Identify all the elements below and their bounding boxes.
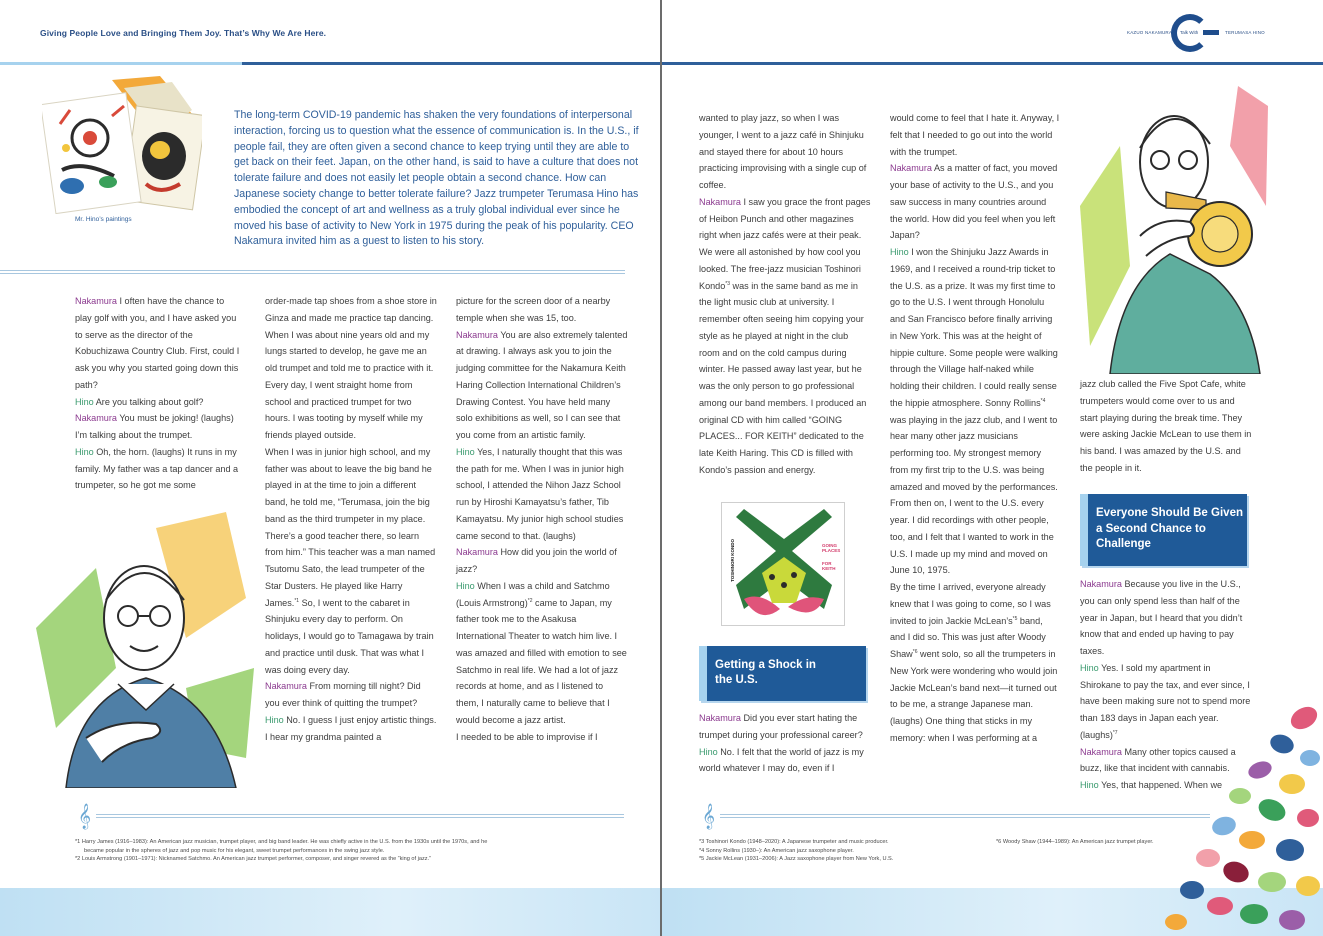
paragraph: jazz club called the Five Spot Cafe, white trumpeters would come over to us and start playing during the break time. They were asking Jackie McLean to use them in his band. I was amazed by the U.S. and the people in it. [1080,379,1252,473]
paragraph: Hino Yes, I naturally thought that this was the path for me. When I was in junior high school, I attended the Nihon Jazz School run by Hiroshi Kamayatsu’s father, Tib Kamayatsu. My junior high school studies came second to that. (laughs) [456,446,624,541]
paragraph: When I was in junior high school, and my father was about to leave the big band he played in at the time to join a different band, he told me, “Terumasa, join the big band as the third trumpeter in my place. There’s a good teacher there, so learn from him.” This teacher was a man named Tsutomu Sato, the lead trumpeter of the Star Dusters. He played like Harry James.$^{*1}$ So, I went to the cabaret in Shinjuku every day to perform. On holidays, I would go to Tamagawa by train and practice until dusk. That was what I was doing every day. [265,446,436,675]
article-column-1 [75,293,241,494]
section-divider-wave [0,270,625,274]
paragraph: From then on, I went to the U.S. every year. I did recordings with other people, too, and I felt that I wanted to work in the U.S. I made up my mind and moved on June 10, 1975. [890,498,1054,576]
article-column-2 [265,293,437,745]
speaker-label-nakamura: Nakamura [699,713,741,723]
nakamura-portrait-illustration [26,508,258,788]
intro-lead-text: The long-term COVID-19 pandemic has shaken the very foundations of interpersonal interaction, forcing us to question what the essence of communication is. In the U.S., if people fail, they are often given a second chance to keep trying until they are able to get back on their feet. Japan, on the other hand, is said to have a culture that does not tolerate failure and does not easily let people obtain a second chance. How can Japanese society change to better tolerate failure? Jazz trumpeter Terumasa Hino has embodied the concept of art and wellness as a truly global individual ever since he moved his base of activity to New York in 1975 during the peak of his popularity. CEO Nakamura invited him as a guest to listen to his story. [234,109,639,248]
article-column-6 [1080,376,1252,477]
paragraph: Nakamura As a matter of fact, you moved your base of activity to the U.S., and you saw success in many countries around the world. How did you feel when you left Japan? [890,163,1058,241]
paragraph: Nakamura You are also extremely talented at drawing. I always ask you to join the judging committee for the Nakamura Keith Haring Collection International Children’s Drawing Contest. You have held many solo exhibitions as well, so I can see that you come from an artistic family. [456,329,628,440]
album-subtitle: FOR KEITH [822,561,836,571]
paragraph: Nakamura Many other topics caused a buzz, like that incident with cannabis. [1080,746,1236,774]
speaker-label-nakamura: Nakamura [456,547,498,558]
right-page [662,0,1323,936]
album-cover-image [721,502,845,626]
paragraph: By the time I arrived, everyone already knew that I was going to come, so I was invited to join Jackie $McLean’s^{*5}$ band, and I did so. This was just after Woody Shaw$^{*6}$ went solo, so all the trumpeters in New York were wondering who would join Jackie McLean’s band next—it turned out to be me, a strange Japanese man. (laughs) One thing that sticks in my memory: when I was performing at a [890,582,1058,743]
article-column-4-continued [699,710,871,777]
paragraph: Hino Yes. I sold my apartment in Shirokane to pay the tax, and ever since, I have been making sure not to spend more than 183 days in Japan each year. (laughs)$^{*7}$ [1080,662,1251,740]
logo-bar [1203,30,1219,35]
speaker-label-hino: Hino [265,714,284,725]
paragraph: wanted to play jazz, so when I was younger, I went to a jazz café in Shinjuku and stayed there for about 10 hours practicing improvising with a single cup of coffee. [699,113,867,190]
paragraph: I needed to be able to improvise if I [456,731,598,742]
paragraph: Hino When I was a child and Satchmo (Louis Armstrong)$^{*2}$ came to Japan, my father took me to the Asakusa International Theater to watch him live. I was amazed and filled with emotion to see Satchmo in real life. We had a lot of jazz records at home, and as I listened to them, I naturally came to believe that I would become a jazz artist. [456,580,627,725]
article-column-3 [456,293,628,745]
paragraph: Nakamura Did you ever start hating the trumpet during your professional career? [699,713,863,740]
logo-name-right: TERUMASA HINO [1225,30,1265,35]
section-heading-shock: Getting a Shock in the U.S. [699,646,866,701]
speaker-label-nakamura: Nakamura [890,163,932,174]
speaker-label-nakamura: Nakamura [1080,746,1122,757]
footnotes-left: *1 Harry James (1916–1983): An American jazz musician, trumpet player, and big band leader. He was chiefly active in the U.S. from the 1930s until the 1970s, and he became popular in the spheres of jazz and pop music for his elegant, sweet trumpet performances in the swing jazz style. *2 Louis Armstrong (1901–1971): Nicknamed Satchmo. An American jazz trumpet performer, composer, and singer revered as the “king of jazz.” [75,839,488,863]
paragraph: Hino I won the Shinjuku Jazz Awards in 1969, and I received a round-trip ticket to the U.S. as a prize. It was my first time to go to the U.S. I went through Honolulu and San Francisco before finally arriving in New York. This was at the height of hippie culture. Some people were walking through the Village half-naked while holding their children. I could really sense the hippie atmosphere. Sonny Rollins$^{*4}$ was playing in the jazz club, and I went to hear many other jazz musicians performing too. My strongest memory from my first trip to the U.S. was being amazed and moved by the performances. [890,247,1058,492]
article-column-5 [890,110,1060,747]
paragraph: would come to feel that I hate it. Anyway, I felt that I needed to go out into the world with the trumpet. [890,113,1060,157]
paragraph: Nakamura Because you live in the U.S., you can only spend less than half of the year in Japan, but I heard that you didn’t know that and ended up having to pay taxes. [1080,579,1243,656]
paragraph: Hino Are you talking about golf? [75,396,204,407]
treble-clef-icon: 𝄞 [78,804,92,829]
paragraph: picture for the screen door of a nearby temple when she was 15, too. [456,296,611,323]
paragraph: Hino No. I guess I just enjoy artistic things. I hear my grandma painted a [265,714,437,742]
paragraph: order-made tap shoes from a shoe store in Ginza and made me practice tap dancing. When I was about nine years old and my lungs started to develop, he gave me an old trumpet and told me to practice with it. Every day, I went straight home from school and practiced trumpet for two hours. I was tooting by myself while my friends played outside. [265,296,437,440]
album-artist: TOSHINORI KONDO [730,539,735,582]
speaker-label-hino: Hino [75,446,94,457]
speaker-label-nakamura: Nakamura [265,681,307,692]
paragraph: Nakamura From morning till night? Did you ever think of quitting the trumpet? [265,681,421,708]
logo-center-text: Talk With [1180,30,1199,35]
speaker-label-nakamura: Nakamura [1080,579,1122,589]
speaker-label-hino: Hino [890,247,909,257]
left-page [0,0,661,936]
header-rule-accent [0,62,242,65]
paintings-caption: Mr. Hino’s paintings [75,216,132,223]
footnote-divider-wave [96,814,624,818]
mosaic-decoration [1132,700,1323,936]
footnote-6: *6 Woody Shaw (1944–1989): An American jazz trumpet player. [996,839,1154,845]
speaker-label-hino: Hino [1080,780,1099,790]
album-title: GOING PLACES [822,543,841,553]
footnotes-right: *3 Toshinori Kondo (1948–2020): A Japanese trumpeter and music producer. *4 Sonny Rollins (1930–): An American jazz saxophone player. *5 Jackie McLean (1931–2006): A Jazz saxophone player from New York, U.S. [699,839,894,863]
talk-with-logo [1127,14,1267,52]
article-column-4 [699,110,871,479]
paragraph: Nakamura I often have the chance to play golf with you, and I have asked you to serve as the director of the Kobuchizawa Country Club. First, could I ask you why you started going down this path? [75,296,240,390]
paragraph: Hino No. I felt that the world of jazz is my world whatever I may do, even if I [699,746,864,774]
section-heading-second-chance: Everyone Should Be Given a Second Chance to Challenge [1080,494,1247,566]
speaker-label-nakamura: Nakamura [75,296,117,306]
hino-paintings-image [42,74,202,214]
paragraph: Nakamura I saw you grace the front pages of Heibon Punch and other magazines right when jazz cafés were at their peak. We were all astonished by how cool you looked. The free-jazz musician Toshinori Kondo$^{*3}$ was in the same band as me in the light music club at university. I remember often seeing him copying your style as he played at night in the club room and on the cold campus during winter. He passed away last year, but he was the only person to go professional among our band members. I produced an original CD with him called “GOING PLACES... FOR KEITH” dedicated to the late Keith Haring. This CD is filled with Kondo’s passion and energy. [699,196,871,475]
speaker-label-nakamura: Nakamura [456,329,498,340]
header-rule [662,62,1323,65]
running-header-title: Giving People Love and Bringing Them Joy. That’s Why We Are Here. [40,28,327,38]
paragraph: Hino Yes, that happened. When we [1080,780,1223,790]
speaker-label-hino: Hino [456,446,475,457]
speaker-label-hino: Hino [456,580,475,591]
hino-trumpet-illustration [1070,86,1285,374]
paragraph: Nakamura You must be joking! (laughs) I’m talking about the trumpet. [75,413,234,440]
paragraph: Hino Oh, the horn. (laughs) It runs in my family. My father was a tap dancer and a trumpeter, so he got me some [75,446,239,491]
speaker-label-hino: Hino [75,396,94,407]
speaker-label-nakamura: Nakamura [699,196,741,207]
treble-clef-icon: 𝄞 [702,804,716,829]
logo-name-left: KAZUO NAKAMURA [1127,30,1173,35]
speaker-label-nakamura: Nakamura [75,413,117,424]
speaker-label-hino: Hino [699,746,718,757]
paragraph: Nakamura How did you join the world of jazz? [456,547,617,574]
bottom-decorative-band [0,888,661,936]
speaker-label-hino: Hino [1080,662,1099,673]
